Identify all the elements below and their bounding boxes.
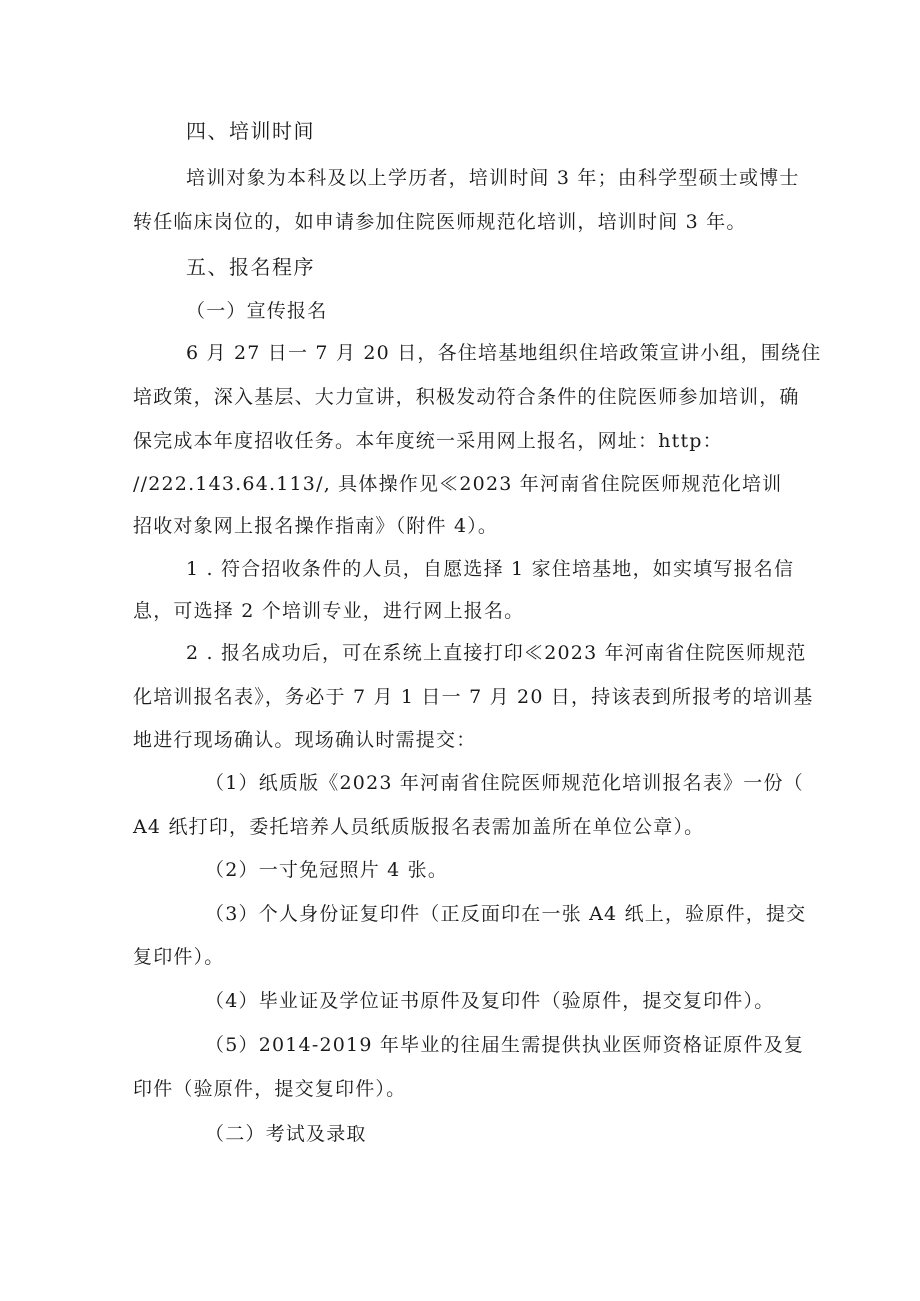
section-four-paragraph-line: 转任临床岗位的，如申请参加住院医师规范化培训，培训时间 3 年。: [133, 211, 747, 233]
sub-item-two-line: （2）一寸免冠照片 4 张。: [205, 859, 449, 881]
section-four-heading: 四、培训时间: [186, 119, 315, 143]
subsection-one-paragraph-line: 6 月 27 日一 7 月 20 日，各住培基地组织住培政策宣讲小组，围绕住: [186, 342, 822, 364]
sub-item-four-line: （4）毕业证及学位证书原件及复印件（验原件，提交复印件）。: [205, 990, 775, 1012]
sub-item-one-line: A4 纸打印，委托培养人员纸质版报名表需加盖所在单位公章）。: [133, 816, 705, 838]
list-item-two-line: 2 . 报名成功后，可在系统上直接打印≪2023 年河南省住院医师规范: [186, 642, 807, 664]
subsection-one-heading: （一）宣传报名: [186, 300, 328, 322]
section-four-paragraph-line: 培训对象为本科及以上学历者，培训时间 3 年；由科学型硕士或博士: [186, 167, 800, 189]
subsection-one-paragraph-line: //222.143.64.113/, 具体操作见≪2023 年河南省住院医师规范化培训: [133, 473, 783, 495]
list-item-one-line: 1 . 符合招收条件的人员，自愿选择 1 家住培基地，如实填写报名信: [186, 558, 795, 580]
subsection-one-paragraph-line: 培政策，深入基层、大力宣讲，积极发动符合条件的住院医师参加培训，确: [133, 386, 800, 408]
sub-item-three-line: 复印件）。: [133, 946, 225, 968]
sub-item-five-line: 印件（验原件，提交复印件）。: [133, 1078, 407, 1100]
subsection-two-heading: （二）考试及录取: [205, 1123, 367, 1145]
sub-item-five-line: （5）2014-2019 年毕业的往届生需提供执业医师资格证原件及复: [205, 1034, 805, 1056]
sub-item-one-line: （1）纸质版《2023 年河南省住院医师规范化培训报名表》一份（: [205, 772, 804, 794]
list-item-one-line: 息，可选择 2 个培训专业，进行网上报名。: [133, 600, 525, 622]
section-five-heading: 五、报名程序: [186, 255, 315, 279]
list-item-two-line: 化培训报名表》，务必于 7 月 1 日一 7 月 20 日，持该表到所报考的培训基: [133, 686, 814, 708]
subsection-one-paragraph-line: 保完成本年度招收任务。本年度统一采用网上报名，网址：http：: [133, 430, 723, 452]
subsection-one-paragraph-line: 招收对象网上报名操作指南》（附件 4）。: [133, 515, 499, 537]
sub-item-three-line: （3）个人身份证复印件（正反面印在一张 A4 纸上，验原件，提交: [205, 903, 807, 925]
list-item-two-line: 地进行现场确认。现场确认时需提交：: [133, 729, 477, 751]
